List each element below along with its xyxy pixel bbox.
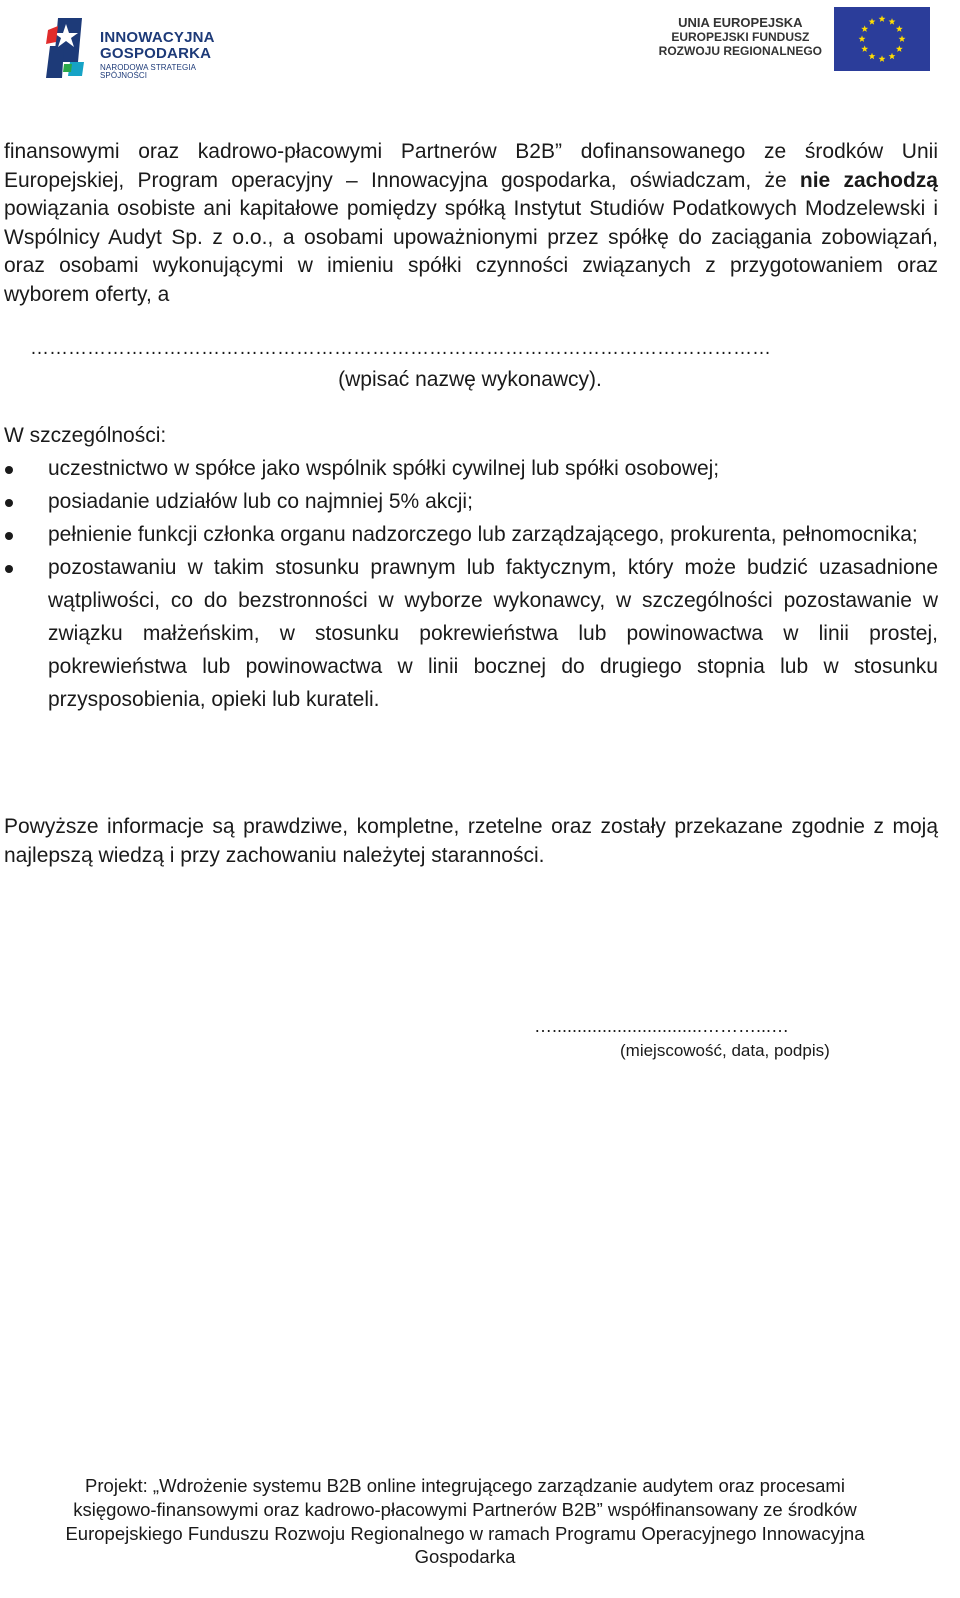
details-list bbox=[4, 452, 938, 716]
details-heading: W szczególności: bbox=[4, 424, 167, 447]
right-logo-line3: ROZWOJU REGIONALNEGO bbox=[658, 43, 822, 58]
footer-line4: Gospodarka bbox=[414, 1546, 516, 1568]
right-logo-line1: UNIA EUROPEJSKA bbox=[678, 15, 803, 30]
left-logo-line3: NARODOWA STRATEGIA SPÓJNOŚCI bbox=[100, 63, 196, 80]
list-item-text: uczestnictwo w spółce jako wspólnik spółki cywilnej lub spółki osobowej; bbox=[48, 457, 720, 480]
intro-text-part1: finansowymi oraz kadrowo-płacowymi Partnerów B2B” dofinansowanego ze środków Unii Europejskiej, Program operacyjny – Innowacyjna gospodarka, oświadczam, że bbox=[4, 140, 938, 192]
footer-line2: księgowo-finansowymi oraz kadrowo-płacowymi Partnerów B2B” współfinansowany ze środków bbox=[73, 1498, 857, 1520]
eu-flag-icon bbox=[834, 7, 930, 71]
list-item bbox=[4, 452, 938, 485]
contractor-name-hint: (wpisać nazwę wykonawcy). bbox=[338, 368, 602, 391]
footer-line3: Europejskiego Funduszu Rozwoju Regionalnego w ramach Programu Operacyjnego Innowacyjna bbox=[65, 1522, 865, 1544]
signature-line: …..............................………...… bbox=[534, 1016, 790, 1036]
bullet-icon bbox=[5, 565, 13, 573]
bullet-icon bbox=[5, 532, 13, 540]
eu-erdf-logo bbox=[640, 7, 930, 75]
left-logo-line2: GOSPODARKA bbox=[100, 45, 212, 62]
bullet-icon bbox=[5, 466, 13, 474]
innowacyjna-gospodarka-logo bbox=[44, 14, 244, 82]
footer-line1: Projekt: „Wdrożenie systemu B2B online integrującego zarządzanie audytem oraz procesami bbox=[85, 1475, 845, 1496]
right-logo-line2: EUROPEJSKI FUNDUSZ bbox=[671, 29, 810, 44]
list-item bbox=[4, 485, 938, 518]
list-item bbox=[4, 518, 938, 551]
intro-emphasis: nie zachodzą bbox=[799, 168, 938, 192]
closing-statement: Powyższe informacje są prawdziwe, kompletne, rzetelne oraz zostały przekazane zgodnie z moją najlepszą wiedzą i przy zachowaniu należytej staranności. bbox=[4, 815, 938, 867]
intro-paragraph bbox=[4, 138, 938, 309]
contractor-name-field: ……………………………………………………………………………………………………… bbox=[30, 338, 771, 359]
list-item-text: posiadanie udziałów lub co najmniej 5% akcji; bbox=[48, 490, 473, 513]
signature-label: (miejscowość, data, podpis) bbox=[620, 1041, 830, 1060]
list-item bbox=[4, 551, 938, 716]
list-item-text: pełnienie funkcji członka organu nadzorczego lub zarządzającego, prokurenta, pełnomocnika; bbox=[48, 523, 918, 546]
bullet-icon bbox=[5, 499, 13, 507]
left-logo-line1: INNOWACYJNA bbox=[100, 29, 215, 46]
intro-text-part2: powiązania osobiste ani kapitałowe pomiędzy spółką Instytut Studiów Podatkowych Modzelewski i Wspólnicy Audyt Sp. z o.o., a osobami upoważnionymi przez spółkę do zaciągania zobowiązań, oraz osobami wykonującymi w imieniu spółki czynności związanych z przygotowaniem oraz wyborem oferty, a bbox=[4, 197, 938, 306]
innowacyjna-gospodarka-star-icon bbox=[44, 16, 92, 80]
page-footer bbox=[0, 1474, 930, 1569]
list-item-text: pozostawaniu w takim stosunku prawnym lub faktycznym, który może budzić uzasadnione wątpliwości, co do bezstronności w wyborze wykonawcy, w szczególności pozostawanie w związku małżeńskim, w stosunku pokrewieństwa lub powinowactwa w linii prostej, pokrewieństwa lub powinowactwa w linii bocznej do drugiego stopnia lub w stosunku przysposobienia, opieki lub kurateli. bbox=[48, 556, 938, 711]
